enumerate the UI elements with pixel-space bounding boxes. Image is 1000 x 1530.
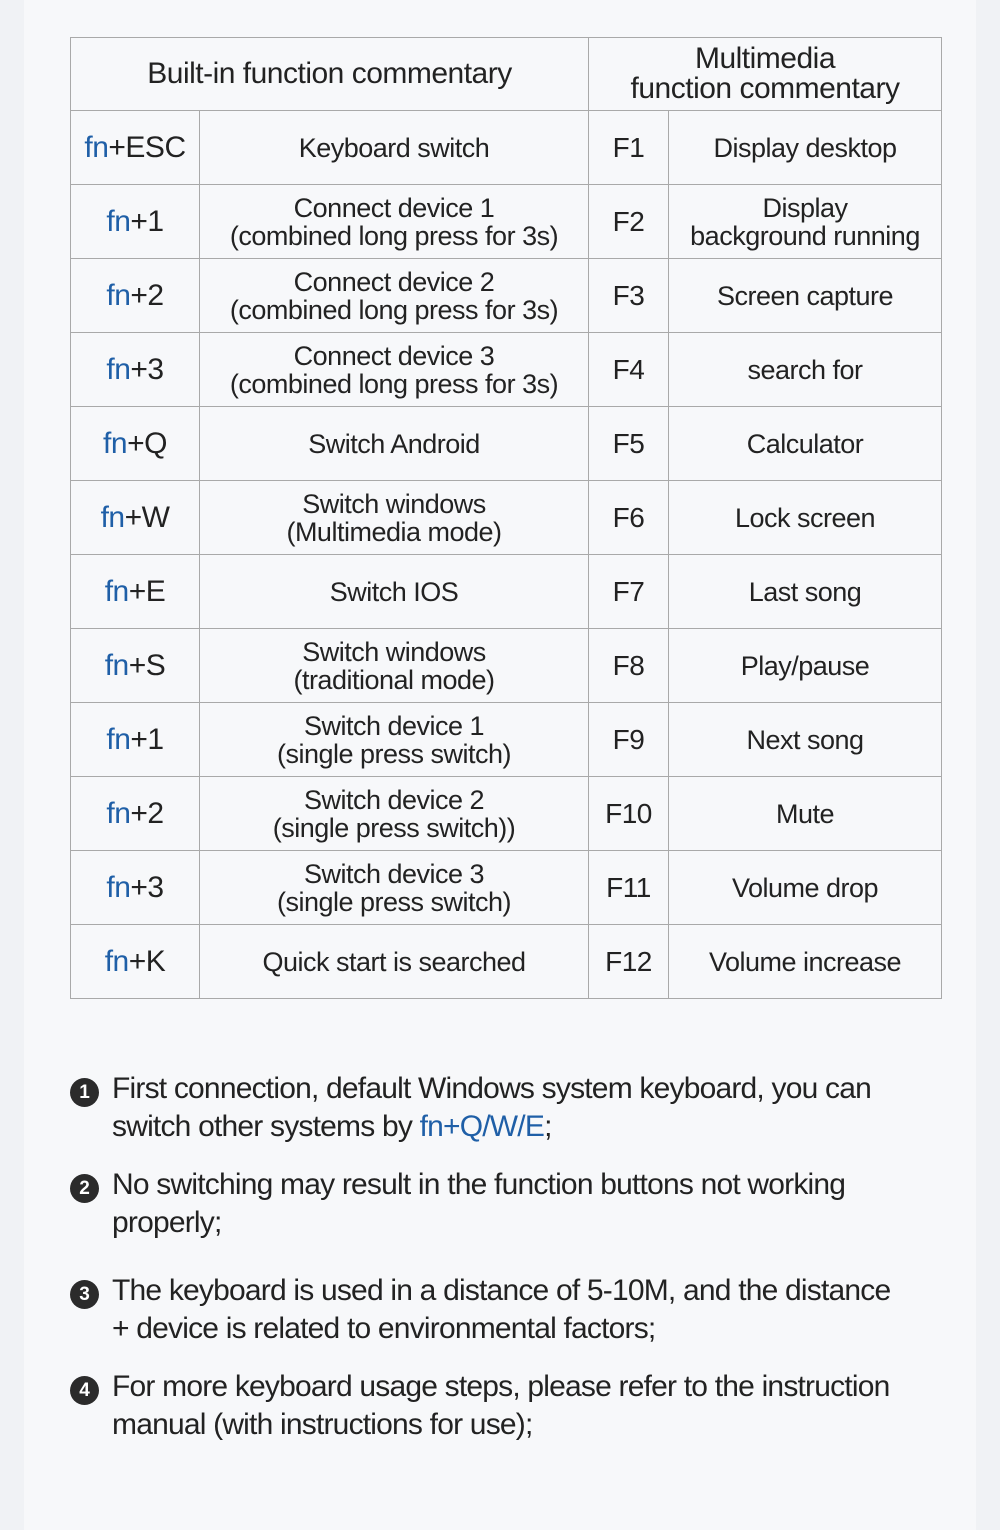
desc-line1: Connect device 3 (293, 340, 495, 371)
f-key-label: F1 (612, 131, 645, 163)
fn-key-cell (71, 481, 200, 555)
desc-line2: (combined long press for 3s) (229, 220, 559, 251)
note-line1: For more keyboard usage steps, please refer to the instruction (112, 1370, 890, 1403)
key-label: +3 (130, 352, 164, 386)
f-key-label: F9 (612, 723, 645, 755)
note-item (70, 1070, 871, 1146)
note-line2-end: ; (544, 1110, 552, 1143)
f-key-cell (589, 629, 669, 703)
fn-label: fn (106, 796, 131, 830)
fn-label: fn (103, 426, 128, 460)
key-label: +ESC (108, 130, 186, 164)
table-row (71, 407, 942, 481)
builtin-desc-cell (200, 777, 589, 851)
media-desc-cell (669, 111, 942, 185)
note-line1: No switching may result in the function buttons not working (112, 1168, 846, 1201)
fn-label: fn (104, 574, 129, 608)
f-key-label: F5 (612, 427, 645, 459)
media-desc-cell (669, 703, 942, 777)
f-key-label: F10 (605, 797, 652, 829)
builtin-desc-cell (200, 851, 589, 925)
key-label: +2 (130, 796, 164, 830)
desc-line1: Switch Android (308, 428, 480, 459)
fn-key-cell (71, 777, 200, 851)
header-builtin (71, 38, 589, 111)
fn-label: fn (106, 722, 131, 756)
media-desc-cell (669, 777, 942, 851)
desc-line2: (single press switch)) (272, 812, 516, 843)
desc-line2: (traditional mode) (293, 664, 495, 695)
f-key-cell (589, 703, 669, 777)
table-row (71, 259, 942, 333)
builtin-desc-cell (200, 555, 589, 629)
key-label: +1 (130, 722, 164, 756)
media-desc-cell (669, 555, 942, 629)
desc-line2: (combined long press for 3s) (229, 368, 559, 399)
fn-key-cell (71, 703, 200, 777)
media-desc-cell (669, 259, 942, 333)
f-key-label: F12 (605, 945, 652, 977)
fn-key-cell (71, 629, 200, 703)
desc-line1: Switch windows (302, 488, 486, 519)
f-key-cell (589, 777, 669, 851)
table-row (71, 555, 942, 629)
media-line1: Volume increase (708, 946, 902, 977)
key-label: +2 (130, 278, 164, 312)
note-line2: manual (with instructions for use); (112, 1408, 533, 1441)
header-multimedia-line2: function commentary (630, 72, 900, 105)
fn-label: fn (106, 352, 131, 386)
key-label: +3 (130, 870, 164, 904)
f-key-cell (589, 851, 669, 925)
note-line2: properly; (112, 1206, 222, 1239)
f-key-cell (589, 925, 669, 999)
fn-label: fn (104, 944, 129, 978)
fn-label: fn (106, 204, 131, 238)
right-margin (976, 0, 1000, 1530)
desc-line2: (Multimedia mode) (286, 516, 502, 547)
f-key-label: F11 (606, 871, 651, 903)
builtin-desc-cell (200, 481, 589, 555)
desc-line1: Keyboard switch (298, 132, 490, 163)
f-key-label: F3 (612, 279, 645, 311)
fn-label: fn (104, 648, 129, 682)
media-desc-cell (669, 851, 942, 925)
f-key-label: F2 (612, 205, 645, 237)
note-item (70, 1368, 890, 1444)
media-desc-cell (669, 925, 942, 999)
note-line2: + device is related to environmental factors; (112, 1312, 656, 1345)
builtin-desc-cell (200, 925, 589, 999)
number-badge-icon: 2 (70, 1174, 99, 1203)
fn-key-cell (71, 407, 200, 481)
builtin-desc-cell (200, 333, 589, 407)
fn-label: fn (106, 870, 131, 904)
desc-line1: Connect device 1 (293, 192, 495, 223)
number-badge-icon: 4 (70, 1376, 99, 1405)
header-multimedia-line1: Multimedia (694, 42, 836, 75)
builtin-desc-cell (200, 185, 589, 259)
media-line1: Last song (748, 576, 862, 607)
fn-key-cell (71, 333, 200, 407)
media-desc-cell (669, 333, 942, 407)
desc-line2: (single press switch) (276, 738, 512, 769)
media-line1: search for (747, 354, 863, 385)
header-multimedia (589, 38, 942, 111)
key-label: +E (128, 574, 166, 608)
media-line1: Play/pause (740, 650, 870, 681)
fn-label: fn (106, 278, 131, 312)
table-header-row (71, 38, 942, 111)
fn-label: fn (100, 500, 125, 534)
table-row (71, 925, 942, 999)
desc-line1: Connect device 2 (293, 266, 495, 297)
note-item (70, 1166, 845, 1242)
desc-line1: Switch device 3 (303, 858, 485, 889)
note-line2: switch other systems by (112, 1110, 420, 1143)
f-key-cell (589, 555, 669, 629)
number-badge-icon: 1 (70, 1078, 99, 1107)
media-desc-cell (669, 481, 942, 555)
f-key-label: F6 (612, 501, 645, 533)
builtin-desc-cell (200, 111, 589, 185)
fn-key-cell (71, 555, 200, 629)
table-row (71, 851, 942, 925)
media-desc-cell (669, 185, 942, 259)
f-key-label: F8 (612, 649, 645, 681)
media-line1: Calculator (746, 428, 864, 459)
key-label: +S (128, 648, 166, 682)
desc-line2: (combined long press for 3s) (229, 294, 559, 325)
media-desc-cell (669, 407, 942, 481)
media-line1: Next song (746, 724, 864, 755)
desc-line1: Quick start is searched (262, 946, 526, 977)
f-key-cell (589, 185, 669, 259)
key-label: +1 (130, 204, 164, 238)
key-label: +Q (127, 426, 167, 460)
media-desc-cell (669, 629, 942, 703)
desc-line1: Switch windows (302, 636, 486, 667)
builtin-desc-cell (200, 629, 589, 703)
builtin-desc-cell (200, 703, 589, 777)
left-margin (0, 0, 24, 1530)
f-key-cell (589, 111, 669, 185)
table-row (71, 481, 942, 555)
f-key-cell (589, 481, 669, 555)
table-row (71, 777, 942, 851)
table-body (71, 111, 942, 999)
table-row (71, 111, 942, 185)
media-line1: Lock screen (734, 502, 876, 533)
media-line1: Mute (775, 798, 835, 829)
note-line1: First connection, default Windows system keyboard, you can (112, 1072, 871, 1105)
fn-key-cell (71, 111, 200, 185)
builtin-desc-cell (200, 259, 589, 333)
media-line1: Volume drop (731, 872, 879, 903)
fn-key-cell (71, 925, 200, 999)
f-key-cell (589, 407, 669, 481)
desc-line1: Switch device 2 (303, 784, 485, 815)
f-key-label: F7 (612, 575, 645, 607)
note-item (70, 1272, 890, 1348)
desc-line2: (single press switch) (276, 886, 512, 917)
table-row (71, 703, 942, 777)
media-line2: background running (690, 220, 920, 251)
fn-key-cell (71, 851, 200, 925)
key-label: +K (128, 944, 166, 978)
fn-key-cell (71, 259, 200, 333)
media-line1: Display (762, 192, 848, 223)
key-label: +W (124, 500, 170, 534)
fn-key-cell (71, 185, 200, 259)
note-line1: The keyboard is used in a distance of 5-10M, and the distance (112, 1274, 891, 1307)
desc-line1: Switch IOS (329, 576, 459, 607)
f-key-label: F4 (612, 353, 645, 385)
table-row (71, 185, 942, 259)
header-builtin-label: Built-in function commentary (147, 57, 512, 90)
builtin-desc-cell (200, 407, 589, 481)
media-line1: Screen capture (716, 280, 894, 311)
function-table (70, 37, 942, 999)
media-line1: Display desktop (713, 132, 897, 163)
number-badge-icon: 3 (70, 1280, 99, 1309)
desc-line1: Switch device 1 (303, 710, 485, 741)
f-key-cell (589, 259, 669, 333)
table-row (71, 333, 942, 407)
note-shortcut: fn+Q/W/E (419, 1110, 545, 1143)
fn-label: fn (84, 130, 109, 164)
f-key-cell (589, 333, 669, 407)
table-row (71, 629, 942, 703)
